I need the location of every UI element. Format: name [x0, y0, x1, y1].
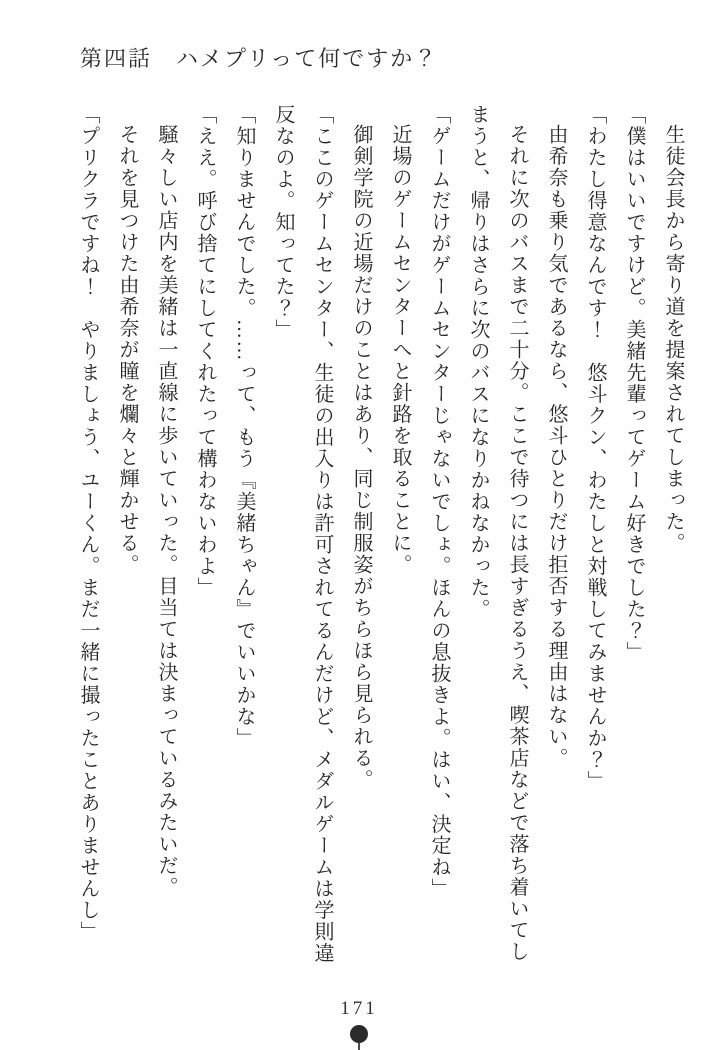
- text-line: 「ゲームだけがゲームセンターじゃないでしょ。ほんの息抜きよ。はい、決定ね」: [428, 104, 450, 900]
- text-line: それに次のバスまで二十分。ここで待つには長すぎるうえ、喫茶店などで落ち着いてしまうと、帰りはさらに次のバスになりかねなかった。: [467, 104, 528, 963]
- text-line: 騒々しい店内を美緒は一直線に歩いていった。目当ては決まっているみたいだ。: [155, 124, 177, 898]
- page-marker-icon: [0, 1025, 718, 1050]
- page-footer: [0, 998, 718, 1020]
- text-line: 「プリクラですね！ やりましょう、ユーくん。まだ一緒に撮ったことありませんし」: [77, 104, 99, 943]
- text-line: 由希奈も乗り気であるなら、悠斗ひとりだけ拒否する理由はない。: [545, 124, 567, 769]
- text-line: 「ここのゲームセンター、生徒の出入りは許可されてるんだけど、メダルゲームは学則違反なのよ。知ってた？」: [272, 104, 333, 964]
- chapter-header: 第四話 ハメプリって何ですか？: [80, 46, 439, 71]
- text-line: それを見つけた由希奈が瞳を爛々と輝かせる。: [116, 124, 138, 576]
- text-line: 「わたし得意なんです！ 悠斗クン、わたしと対戦してみませんか？」: [584, 104, 606, 792]
- text-line: 生徒会長から寄り道を提案されてしまった。: [662, 124, 684, 554]
- text-line: 「知りませんでした。……って、もう『美緒ちゃん』でいいかな」: [233, 104, 255, 749]
- pin-stem-icon: [358, 1043, 360, 1050]
- text-line: 「ええ。呼び捨てにしてくれたって構わないわよ」: [194, 104, 216, 599]
- pin-dot-icon: [350, 1025, 368, 1043]
- page-number: 171: [340, 998, 378, 1019]
- body-text: [66, 104, 692, 966]
- text-line: 御剣学院の近場だけのことはあり、同じ制服姿がちらほら見られる。: [350, 124, 372, 791]
- text-line: 近場のゲームセンターへと針路を取ることに。: [389, 124, 411, 576]
- text-line: 「僕はいいですけど。美緒先輩ってゲーム好きでした？」: [623, 104, 645, 663]
